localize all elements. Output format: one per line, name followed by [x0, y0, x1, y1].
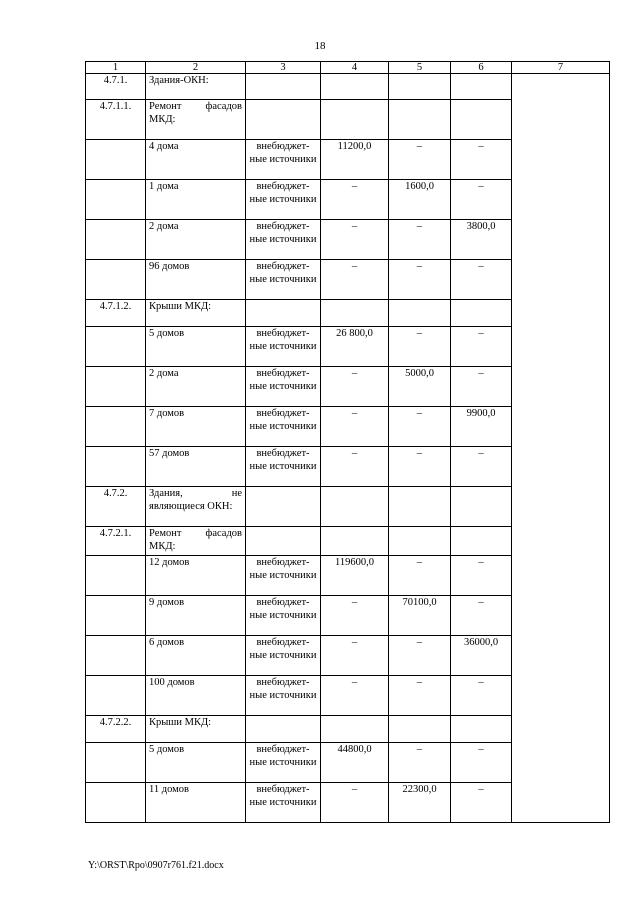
item-name-cell-text: Ремонт фасадов МКД:: [149, 101, 242, 125]
value-col4-cell: [321, 260, 389, 300]
value-col5-cell: [389, 447, 451, 487]
item-number-cell: [86, 716, 146, 743]
item-number-cell: [86, 596, 146, 636]
funding-source-cell-text: внебюджет-ные источники: [249, 784, 317, 808]
value-col5-cell: [389, 596, 451, 636]
value-col6-cell: [451, 327, 512, 367]
value-col4-cell: [321, 716, 389, 743]
value-col5-cell-text: –: [416, 557, 423, 568]
funding-source-cell-text: внебюджет-ные источники: [249, 448, 317, 472]
item-name-cell-text: 96 домов: [149, 261, 190, 272]
value-col4-cell: [321, 783, 389, 823]
value-col4-cell: [321, 300, 389, 327]
value-col6-cell-text: –: [478, 597, 484, 608]
item-number-cell: [86, 636, 146, 676]
item-name-cell-text: 1 дома: [149, 181, 179, 192]
item-number-cell-text: 4.7.2.: [103, 488, 128, 499]
item-number-cell: [86, 220, 146, 260]
item-name-cell-text: 6 домов: [149, 637, 185, 648]
header-cell: 5: [389, 62, 451, 74]
item-name-cell: [146, 100, 246, 140]
item-number-cell: [86, 556, 146, 596]
value-col5-cell: [389, 676, 451, 716]
value-col6-cell-text: 36000,0: [463, 637, 499, 648]
funding-source-cell: [246, 556, 321, 596]
item-name-cell: [146, 527, 246, 556]
funding-source-cell-text: внебюджет-ные источники: [249, 597, 317, 621]
item-name-cell: [146, 447, 246, 487]
value-col4-cell: [321, 140, 389, 180]
value-col4-cell: [321, 367, 389, 407]
value-col6-cell-text: –: [478, 181, 484, 192]
item-number-cell: [86, 743, 146, 783]
item-name-cell-text: 57 домов: [149, 448, 190, 459]
value-col4-cell-text: –: [351, 677, 358, 688]
funding-source-cell: [246, 140, 321, 180]
value-col6-cell: [451, 783, 512, 823]
item-number-cell: [86, 676, 146, 716]
value-col6-cell: [451, 743, 512, 783]
item-number-cell: [86, 140, 146, 180]
funding-source-cell-text: внебюджет-ные источники: [249, 368, 317, 392]
funding-source-cell-text: внебюджет-ные источники: [249, 677, 317, 701]
item-name-cell: [146, 180, 246, 220]
value-col6-cell-text: –: [478, 744, 484, 755]
header-cell: 3: [246, 62, 321, 74]
value-col5-cell-text: –: [416, 677, 423, 688]
value-col4-cell-text: 11200,0: [337, 141, 372, 152]
funding-source-cell: [246, 74, 321, 100]
item-name-cell: [146, 596, 246, 636]
value-col6-cell-text: 9900,0: [466, 408, 496, 419]
value-col5-cell-text: –: [416, 744, 423, 755]
value-col6-cell: [451, 636, 512, 676]
value-col6-cell: [451, 407, 512, 447]
funding-source-cell: [246, 327, 321, 367]
item-number-cell: [86, 327, 146, 367]
value-col6-cell-text: –: [478, 677, 484, 688]
value-col4-cell: [321, 636, 389, 676]
item-number-cell: [86, 407, 146, 447]
item-name-cell: [146, 407, 246, 447]
item-number-cell: [86, 783, 146, 823]
funding-source-cell-text: внебюджет-ные источники: [249, 221, 317, 245]
item-number-cell: [86, 300, 146, 327]
value-col5-cell: [389, 556, 451, 596]
value-col4-cell: [321, 447, 389, 487]
item-number-cell-text: 4.7.1.: [103, 75, 128, 86]
value-col4-cell: [321, 327, 389, 367]
value-col5-cell-text: 70100,0: [402, 597, 437, 608]
header-cell: 2: [146, 62, 246, 74]
value-col5-cell-text: –: [416, 221, 423, 232]
item-name-cell: [146, 74, 246, 100]
value-col4-cell: [321, 676, 389, 716]
budget-table: [85, 61, 610, 823]
value-col4-cell-text: –: [351, 784, 358, 795]
funding-source-cell: [246, 260, 321, 300]
item-name-cell-text: 9 домов: [149, 597, 185, 608]
item-number-cell: [86, 487, 146, 527]
value-col4-cell: [321, 407, 389, 447]
item-number-cell-text: 4.7.2.1.: [99, 528, 132, 539]
item-name-cell-text: 2 дома: [149, 221, 179, 232]
value-col5-cell: [389, 636, 451, 676]
value-col4-cell: [321, 596, 389, 636]
funding-source-cell: [246, 596, 321, 636]
funding-source-cell-text: внебюджет-ные источники: [249, 408, 317, 432]
item-name-cell-text: 2 дома: [149, 368, 179, 379]
value-col6-cell: [451, 100, 512, 140]
value-col5-cell-text: 5000,0: [405, 368, 434, 379]
item-name-cell-text: 4 дома: [149, 141, 179, 152]
value-col4-cell-text: –: [351, 597, 358, 608]
value-col6-cell: [451, 220, 512, 260]
value-col5-cell: [389, 407, 451, 447]
item-number-cell: [86, 260, 146, 300]
header-cell: 7: [512, 62, 610, 74]
value-col5-cell-text: –: [416, 261, 423, 272]
value-col5-cell: [389, 367, 451, 407]
item-name-cell: [146, 556, 246, 596]
value-col4-cell: [321, 487, 389, 527]
value-col4-cell-text: 26 800,0: [336, 328, 373, 339]
value-col5-cell: [389, 743, 451, 783]
value-col4-cell-text: –: [351, 261, 358, 272]
item-name-cell-text: 7 домов: [149, 408, 185, 419]
funding-source-cell: [246, 743, 321, 783]
item-name-cell: [146, 300, 246, 327]
item-name-cell: [146, 220, 246, 260]
value-col4-cell-text: –: [351, 221, 358, 232]
value-col5-cell: [389, 487, 451, 527]
value-col5-cell: [389, 260, 451, 300]
funding-source-cell-text: внебюджет-ные источники: [249, 744, 317, 768]
item-name-cell-text: 5 домов: [149, 328, 185, 339]
item-name-cell-text: 5 домов: [149, 744, 185, 755]
value-col6-cell: [451, 716, 512, 743]
item-name-cell: [146, 783, 246, 823]
item-number-cell-text: 4.7.2.2.: [99, 717, 132, 728]
header-cell: 1: [86, 62, 146, 74]
item-name-cell: [146, 140, 246, 180]
item-number-cell: [86, 527, 146, 556]
funding-source-cell-text: внебюджет-ные источники: [249, 141, 317, 165]
header-cell: 6: [451, 62, 512, 74]
item-name-cell-text: Здания, не являющиеся ОКН:: [149, 488, 242, 512]
value-col6-cell: [451, 556, 512, 596]
value-col5-cell-text: –: [416, 448, 423, 459]
item-name-cell: [146, 716, 246, 743]
item-name-cell-text: 100 домов: [149, 677, 195, 688]
value-col6-cell-text: –: [478, 141, 484, 152]
funding-source-cell: [246, 220, 321, 260]
value-col4-cell-text: –: [351, 637, 358, 648]
item-number-cell: [86, 100, 146, 140]
value-col6-cell: [451, 676, 512, 716]
funding-source-cell-text: внебюджет-ные источники: [249, 328, 317, 352]
value-col6-cell-text: –: [478, 557, 484, 568]
value-col4-cell-text: 44800,0: [337, 744, 372, 755]
item-name-cell-text: Здания-ОКН:: [149, 75, 209, 86]
item-number-cell: [86, 367, 146, 407]
column-7-cell: [512, 74, 610, 823]
value-col4-cell: [321, 74, 389, 100]
item-name-cell-text: Крыши МКД:: [149, 301, 212, 312]
funding-source-cell: [246, 676, 321, 716]
value-col4-cell: [321, 180, 389, 220]
funding-source-cell: [246, 367, 321, 407]
value-col5-cell: [389, 527, 451, 556]
value-col5-cell: [389, 220, 451, 260]
item-number-cell-text: 4.7.1.1.: [99, 101, 132, 112]
item-name-cell-text: Ремонт фасадов МКД:: [149, 528, 242, 552]
value-col4-cell-text: –: [351, 408, 358, 419]
header-cell: 4: [321, 62, 389, 74]
table-row: [86, 74, 610, 100]
funding-source-cell-text: внебюджет-ные источники: [249, 261, 317, 285]
footer-file-path: Y:\ORST\Rpo\0907r761.f21.docx: [88, 860, 224, 871]
value-col5-cell: [389, 74, 451, 100]
funding-source-cell-text: внебюджет-ные источники: [249, 637, 317, 661]
value-col5-cell-text: –: [416, 328, 423, 339]
value-col6-cell-text: –: [478, 368, 484, 379]
item-number-cell: [86, 447, 146, 487]
item-name-cell: [146, 743, 246, 783]
funding-source-cell: [246, 407, 321, 447]
value-col6-cell: [451, 140, 512, 180]
value-col6-cell: [451, 300, 512, 327]
value-col5-cell-text: –: [416, 408, 423, 419]
value-col4-cell: [321, 220, 389, 260]
value-col5-cell: [389, 300, 451, 327]
value-col5-cell-text: 1600,0: [405, 181, 434, 192]
item-number-cell: [86, 74, 146, 100]
item-name-cell: [146, 367, 246, 407]
page-number: 18: [314, 40, 326, 52]
value-col6-cell: [451, 260, 512, 300]
funding-source-cell: [246, 527, 321, 556]
funding-source-cell-text: внебюджет-ные источники: [249, 557, 317, 581]
item-number-cell-text: 4.7.1.2.: [99, 301, 132, 312]
funding-source-cell: [246, 100, 321, 140]
value-col5-cell: [389, 783, 451, 823]
value-col6-cell-text: –: [478, 261, 484, 272]
value-col5-cell: [389, 327, 451, 367]
value-col4-cell-text: 119600,0: [335, 557, 374, 568]
value-col6-cell: [451, 487, 512, 527]
funding-source-cell: [246, 783, 321, 823]
value-col6-cell: [451, 367, 512, 407]
value-col4-cell: [321, 527, 389, 556]
value-col4-cell: [321, 743, 389, 783]
value-col6-cell-text: 3800,0: [466, 221, 496, 232]
value-col6-cell: [451, 447, 512, 487]
value-col6-cell-text: –: [478, 784, 484, 795]
funding-source-cell: [246, 180, 321, 220]
value-col4-cell-text: –: [351, 368, 358, 379]
funding-source-cell: [246, 716, 321, 743]
value-col4-cell: [321, 556, 389, 596]
item-name-cell: [146, 487, 246, 527]
item-number-cell: [86, 180, 146, 220]
value-col6-cell-text: –: [478, 448, 484, 459]
item-name-cell: [146, 260, 246, 300]
item-name-cell: [146, 636, 246, 676]
item-name-cell-text: Крыши МКД:: [149, 717, 212, 728]
funding-source-cell: [246, 636, 321, 676]
value-col6-cell: [451, 180, 512, 220]
funding-source-cell-text: внебюджет-ные источники: [249, 181, 317, 205]
value-col5-cell-text: –: [416, 141, 423, 152]
value-col4-cell-text: –: [351, 181, 358, 192]
value-col4-cell: [321, 100, 389, 140]
value-col5-cell: [389, 100, 451, 140]
value-col4-cell-text: –: [351, 448, 358, 459]
value-col5-cell: [389, 180, 451, 220]
value-col5-cell: [389, 140, 451, 180]
value-col5-cell: [389, 716, 451, 743]
value-col6-cell: [451, 527, 512, 556]
funding-source-cell: [246, 447, 321, 487]
item-name-cell: [146, 676, 246, 716]
table-header-row: [86, 62, 610, 74]
item-name-cell-text: 12 домов: [149, 557, 190, 568]
value-col5-cell-text: 22300,0: [402, 784, 437, 795]
value-col6-cell: [451, 596, 512, 636]
funding-source-cell: [246, 487, 321, 527]
item-name-cell-text: 11 домов: [149, 784, 189, 795]
value-col5-cell-text: –: [416, 637, 423, 648]
value-col6-cell-text: –: [478, 328, 484, 339]
value-col6-cell: [451, 74, 512, 100]
item-name-cell: [146, 327, 246, 367]
funding-source-cell: [246, 300, 321, 327]
